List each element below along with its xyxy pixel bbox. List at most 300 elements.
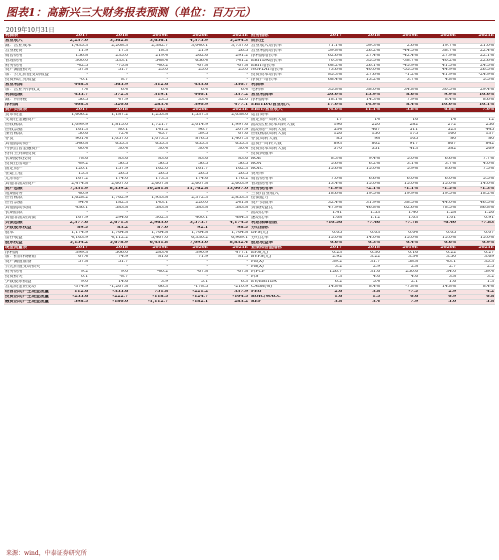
metric-label: BVPS(元) xyxy=(251,255,272,260)
value-cell: - xyxy=(246,152,248,157)
metric-cell xyxy=(382,39,418,43)
metric-cell xyxy=(420,196,456,200)
metric-cell: 6.6% xyxy=(368,176,380,181)
metric-cell: 15.0% xyxy=(442,181,456,186)
metric-cell xyxy=(382,226,418,230)
value-cell: - xyxy=(246,73,248,78)
metric-cell: 2.92 xyxy=(332,255,342,260)
metric-cell: 73.6% xyxy=(328,68,342,73)
value-cell: - xyxy=(206,152,208,157)
value-cell: 83.6 xyxy=(118,157,128,161)
value-cell: 57.8 xyxy=(78,68,88,73)
value-cell: 2,014.9 xyxy=(191,122,208,127)
row-label: 投资损失 xyxy=(5,275,23,280)
metric-cell: 9.4% xyxy=(368,157,380,161)
value-cell: 11,762.8 xyxy=(186,186,208,191)
metric-cell: 35.8% xyxy=(328,88,342,93)
value-cell: 8.7 xyxy=(121,78,128,83)
metric-cell: 5.5% xyxy=(482,176,494,181)
metric-cell: 2019E xyxy=(402,245,418,250)
metric-cell: 6.2 xyxy=(335,280,342,285)
value-cell: 162.0 xyxy=(155,166,168,171)
value-cell: 4,163.9 xyxy=(71,235,88,240)
metric-cell: 1.03 xyxy=(408,216,418,221)
value-cell: 23.5 xyxy=(158,97,168,102)
value-cell: 56.5 xyxy=(118,161,128,166)
value-cell: 520.6 xyxy=(114,102,128,107)
metric-cell: 7.0% xyxy=(482,107,494,112)
metric-label: EBIT/营业收入 xyxy=(251,107,283,112)
metric-cell: 0.05 xyxy=(446,230,456,235)
metric-label: DPS(元) xyxy=(251,230,269,235)
value-cell: -178.5 xyxy=(193,285,208,289)
metric-cell xyxy=(458,226,494,230)
metric-cell: 15.9% xyxy=(365,93,380,97)
metric-cell: 3.7% xyxy=(444,161,456,166)
value-cell: 506.0 xyxy=(115,250,128,255)
metric-cell: -45.9% xyxy=(402,63,418,68)
value-cell: 751.8 xyxy=(154,289,168,294)
metric-cell: 3.8 xyxy=(334,299,342,304)
value-cell: - xyxy=(166,73,168,78)
metric-label: PE(X) xyxy=(251,260,264,265)
metric-cell: 1.01 xyxy=(446,216,456,221)
metric-cell xyxy=(306,172,342,176)
row-label: 经营活动产生现金流量 xyxy=(5,289,49,294)
metric-cell: 38.0% xyxy=(366,88,380,93)
metric-cell xyxy=(420,113,456,117)
metric-label: CAGR(%) xyxy=(251,285,272,289)
metric-cell: 0.6 xyxy=(410,294,418,299)
metric-cell: 18.1% xyxy=(328,97,342,102)
metric-cell: -24.9% xyxy=(478,73,494,78)
metric-cell: 0.04 xyxy=(408,230,418,235)
value-cell: - xyxy=(126,191,128,196)
metric-label: 财务费用率 xyxy=(251,186,273,191)
value-cell: 2,671.3 xyxy=(109,221,128,225)
metric-label: PEG xyxy=(251,289,262,294)
value-cell: 390.9 xyxy=(194,102,208,107)
value-cell: 319.1 xyxy=(154,93,168,97)
value-cell: 5,467.0 xyxy=(151,235,168,240)
value-cell: 1,606.2 xyxy=(71,112,88,117)
metric-cell: 85 xyxy=(336,137,342,142)
value-cell: 655.3 xyxy=(195,142,208,147)
row-label: 投资性房地产 xyxy=(5,161,32,166)
value-cell: 1,764.8 xyxy=(151,230,168,235)
value-cell: - xyxy=(126,211,128,216)
value-cell: 1,764.8 xyxy=(191,230,208,235)
metric-cell: 78.5% xyxy=(442,206,456,211)
value-cell: 3.9 xyxy=(161,280,168,285)
value-cell: 30.4 xyxy=(158,147,168,152)
metric-cell: 2.5 xyxy=(487,265,494,270)
metric-cell: 18.6% xyxy=(328,191,342,196)
metric-cell: 534 xyxy=(333,127,342,132)
metric-cell: 62.6% xyxy=(328,53,342,58)
metric-cell: -7.8% xyxy=(405,285,418,289)
metric-cell: 0.27 xyxy=(484,250,494,255)
value-cell: 262.6 xyxy=(195,53,208,58)
value-cell: 26.5 xyxy=(198,171,208,176)
metric-cell xyxy=(420,39,456,43)
metric-cell xyxy=(306,83,342,87)
metric-cell: 2020E xyxy=(440,245,456,250)
value-cell: 3,562.8 xyxy=(109,38,128,43)
metric-cell: 44.9% xyxy=(442,68,456,73)
row-label: 少数股东损益 xyxy=(5,280,32,285)
value-cell: 30.4 xyxy=(118,147,128,152)
value-cell: 98.5 xyxy=(237,225,248,230)
metric-label: 分红指标 xyxy=(251,225,269,230)
row-label: 其他非流动资产 xyxy=(5,181,36,186)
metric-cell: 15.0% xyxy=(404,235,418,240)
metric-cell: 2020E xyxy=(440,34,456,38)
metric-cell: 8.6% xyxy=(406,93,418,97)
value-cell: 51.7 xyxy=(118,260,128,265)
metric-cell: 27.4% xyxy=(366,53,380,58)
value-cell: 9.0 xyxy=(81,280,88,285)
row-label: 可供出售金融资产 xyxy=(5,147,41,152)
metric-cell xyxy=(420,152,456,156)
value-cell: - xyxy=(206,211,208,216)
metric-cell xyxy=(382,83,418,87)
value-cell: 241.8 xyxy=(235,201,248,206)
metric-cell: 5.0% xyxy=(406,157,418,161)
metric-cell: 1.26 xyxy=(484,211,494,216)
metric-cell: 18.2% xyxy=(480,191,494,196)
metric-cell: 1.6 xyxy=(449,280,456,285)
value-cell: -67.8 xyxy=(236,63,248,68)
row-label: 应收票据 xyxy=(5,127,23,132)
value-cell: -8.7 xyxy=(119,275,128,280)
metric-cell: 3.50 xyxy=(446,255,456,260)
value-cell: - xyxy=(166,152,168,157)
value-cell: 530.7 xyxy=(234,83,248,88)
value-cell: 2,607.8 xyxy=(191,181,208,186)
value-cell: 2020E xyxy=(192,34,208,38)
title-rule xyxy=(4,20,495,21)
row-label: 应付帐款 xyxy=(5,196,23,201)
value-cell: 440.1 xyxy=(194,93,208,97)
metric-cell: 126.7 xyxy=(329,270,342,275)
metric-label: 营业利润率 xyxy=(251,93,273,97)
metric-cell: 802 xyxy=(371,142,380,147)
row-label: 管理费用 xyxy=(5,58,23,63)
value-cell: - xyxy=(86,211,88,216)
value-cell: -210.9 xyxy=(233,285,248,289)
value-cell: 2018 xyxy=(115,245,128,250)
value-cell: - xyxy=(166,117,168,122)
value-cell: 71.9 xyxy=(198,255,208,260)
metric-cell xyxy=(458,113,494,117)
value-cell: - xyxy=(206,265,208,270)
metric-cell xyxy=(458,83,494,87)
value-cell: 2017 xyxy=(75,245,88,250)
metric-cell: 3.22 xyxy=(370,255,380,260)
metric-label: 管理费用率 xyxy=(251,181,273,186)
value-cell: 2020E xyxy=(192,245,208,250)
row-label: 资产减值准备 xyxy=(5,260,32,265)
value-cell: 5,294.3 xyxy=(229,38,248,43)
metric-cell xyxy=(382,113,418,117)
value-cell: 390.9 xyxy=(195,250,208,255)
metric-label: 投资回报率 xyxy=(251,152,273,157)
value-cell: -40.2 xyxy=(156,63,168,68)
metric-cell: 3.69 xyxy=(484,255,494,260)
metric-cell: 40.2% xyxy=(442,58,456,63)
metric-cell: 6.0% xyxy=(444,176,456,181)
value-cell: 49.2 xyxy=(78,161,88,166)
value-cell: 2,603.9 xyxy=(231,181,248,186)
row-label: 净利润 xyxy=(5,102,19,107)
metric-cell: 19.7% xyxy=(442,43,456,48)
row-label: 应收帐款 xyxy=(5,122,23,127)
row-label: 加：营业外净收支 xyxy=(5,88,41,93)
value-cell: 143.1 xyxy=(155,201,168,206)
value-cell: 157.9 xyxy=(115,166,128,171)
metric-cell: 29.4% xyxy=(480,88,494,93)
value-cell: 2,208.3 xyxy=(111,43,128,48)
metric-cell: 2.9 xyxy=(448,289,456,294)
metric-label: ROIC/WACC xyxy=(251,294,281,299)
metric-cell xyxy=(306,152,342,156)
value-cell: 399.3 xyxy=(75,250,88,255)
metric-cell: 0.05 xyxy=(332,230,342,235)
value-cell: 6,330.2 xyxy=(191,235,208,240)
metric-cell: 22.6% xyxy=(480,58,494,63)
value-cell: 174.0 xyxy=(115,176,128,181)
metric-cell: -7.46 xyxy=(367,221,380,225)
metric-cell: 10.0% xyxy=(479,93,494,97)
value-cell: 8,832.4 xyxy=(229,240,248,245)
value-cell: - xyxy=(166,275,168,280)
value-cell: - xyxy=(206,275,208,280)
metric-cell: 9.9% xyxy=(444,93,456,97)
value-cell: 67.6 xyxy=(238,132,248,137)
metric-label: 流动资产周转天数 xyxy=(251,127,287,132)
value-cell: 56.5 xyxy=(78,97,88,102)
value-cell: -67.8 xyxy=(196,63,208,68)
metric-label: REP xyxy=(251,299,262,304)
row-label: 其他流动负债 xyxy=(5,206,32,211)
row-label: 其他流动资产 xyxy=(5,142,32,147)
metric-cell: 105 xyxy=(409,137,418,142)
value-cell: 1,933.8 xyxy=(151,196,168,201)
metric-label: EBITDA增长率 xyxy=(251,58,282,63)
metric-label: ROA xyxy=(251,161,262,166)
value-cell: - xyxy=(126,152,128,157)
metric-cell: 0.30 xyxy=(370,250,380,255)
metric-label: P/FCF xyxy=(251,270,265,275)
value-cell: -75.8 xyxy=(116,63,128,68)
metric-cell: 47.9% xyxy=(328,206,342,211)
value-cell: 15.3 xyxy=(78,171,88,176)
metric-cell: 21.0% xyxy=(480,43,494,48)
value-cell: - xyxy=(126,73,128,78)
metric-cell: 27.9% xyxy=(442,53,456,58)
value-cell: 83.6 xyxy=(158,157,168,161)
metric-cell xyxy=(344,152,380,156)
metric-cell: 1.6 xyxy=(334,294,342,299)
value-cell: 26.5 xyxy=(238,171,248,176)
metric-cell: 2.6 xyxy=(334,289,342,294)
metric-label: 资产负债率 xyxy=(251,201,273,206)
metric-cell xyxy=(420,172,456,176)
value-cell: 572.3 xyxy=(114,93,128,97)
value-cell: 302.3 xyxy=(155,216,168,221)
metric-cell: 160 xyxy=(447,132,456,137)
value-cell: 25.0 xyxy=(158,68,168,73)
value-cell: 7,095.0 xyxy=(189,240,208,245)
metric-cell: 14.9% xyxy=(365,102,380,107)
value-cell: 25.0 xyxy=(238,68,248,73)
row-label: 利润总额 xyxy=(5,93,23,97)
metric-cell: 2017 xyxy=(329,34,342,38)
figure-title: 图表1：高新兴三大财务报表预测（单位：百万元） xyxy=(6,6,256,19)
value-cell: -255.6 xyxy=(72,294,88,299)
value-cell: 47.9 xyxy=(118,97,128,102)
metric-label: ROE xyxy=(251,157,262,161)
metric-label: 净利润增长率 xyxy=(251,53,278,58)
value-cell: 1,253.8 xyxy=(151,112,168,117)
metric-label: ROIC xyxy=(251,166,263,171)
metric-label: EBITDA/营业收入 xyxy=(251,102,290,107)
value-cell: 83.2 xyxy=(117,225,128,230)
value-cell: 300.0 xyxy=(75,58,88,63)
value-cell: 477.1 xyxy=(235,250,248,255)
value-cell: 6,431.8 xyxy=(149,240,168,245)
value-cell: 5,678.9 xyxy=(109,240,128,245)
value-cell: 0.1 xyxy=(81,275,88,280)
metric-cell: 13.2% xyxy=(366,78,380,83)
value-cell: 3,040.1 xyxy=(191,43,208,48)
value-cell: 6.4 xyxy=(241,88,248,93)
row-label: 投资活动产生现金流量 xyxy=(5,294,49,299)
metric-cell: -7.83 xyxy=(481,221,494,225)
value-cell: - xyxy=(246,275,248,280)
value-cell: 94.4 xyxy=(78,201,88,206)
metric-cell: 1.5 xyxy=(372,294,380,299)
value-cell: 2,607.0 xyxy=(111,181,128,186)
value-cell: 656.4 xyxy=(195,58,208,63)
metric-label: 销售费用率 xyxy=(251,176,273,181)
metric-label: P/S xyxy=(251,275,259,280)
value-cell: 312.6 xyxy=(154,83,168,88)
metric-cell xyxy=(344,83,380,87)
metric-cell: -1.9% xyxy=(328,186,342,191)
metric-cell: 175 xyxy=(409,132,418,137)
value-cell: 78.6 xyxy=(78,157,88,161)
value-cell: 3,575.7 xyxy=(189,221,208,225)
metric-cell: 8.6% xyxy=(444,166,456,171)
metric-cell xyxy=(344,226,380,230)
metric-cell: 1.40 xyxy=(408,211,418,216)
value-cell: 26.5 xyxy=(238,48,248,53)
metric-cell: 2.6% xyxy=(406,43,418,48)
value-cell: 455.7 xyxy=(74,93,88,97)
value-cell: - xyxy=(246,191,248,196)
value-cell: -1,112.7 xyxy=(147,299,168,304)
metric-label: 偿债能力 xyxy=(251,196,269,201)
row-label: 股东权益 xyxy=(5,240,23,245)
metric-cell: 15.0% xyxy=(404,181,418,186)
value-cell: -40.2 xyxy=(156,270,168,275)
value-cell: 655.3 xyxy=(235,142,248,147)
value-cell: 3,737.0 xyxy=(231,43,248,48)
metric-cell: 1.53 xyxy=(370,211,380,216)
metric-cell: 0.91 xyxy=(484,216,494,221)
value-cell: 32.0 xyxy=(238,97,248,102)
metric-cell: 3.2 xyxy=(335,265,342,270)
metric-cell: -7.78 xyxy=(405,221,418,225)
metric-cell: 282 xyxy=(409,122,418,127)
value-cell: 6.4 xyxy=(121,88,128,93)
metric-cell: 80 xyxy=(488,137,494,142)
value-cell: -221.2 xyxy=(192,289,208,294)
value-cell: 40.9 xyxy=(78,191,88,196)
metric-cell: 59.4 xyxy=(484,270,494,275)
value-cell: 173.3 xyxy=(155,176,168,181)
metric-cell: 220 xyxy=(371,122,380,127)
value-cell: 433.6 xyxy=(194,83,208,88)
metric-cell: 16 xyxy=(412,117,418,122)
value-cell: 583.8 xyxy=(235,206,248,211)
metric-label: 净资产增长率 xyxy=(251,78,278,83)
metric-cell: -1.5% xyxy=(442,186,456,191)
metric-cell: 917 xyxy=(409,142,418,147)
metric-cell: 2021E xyxy=(478,34,494,38)
value-cell: -67.8 xyxy=(236,270,248,275)
metric-cell xyxy=(382,196,418,200)
metric-cell: 8.4% xyxy=(406,102,418,107)
value-cell: 2,237.0 xyxy=(69,38,88,43)
value-cell: 5.1 xyxy=(201,280,208,285)
value-cell: 167.9 xyxy=(75,216,88,221)
metric-cell: 5.6% xyxy=(330,161,342,166)
metric-cell: 71.1% xyxy=(328,43,342,48)
metric-cell: 3.2 xyxy=(487,275,494,280)
row-label: 货币资金 xyxy=(5,112,23,117)
metric-label: 运营效率 xyxy=(251,112,269,117)
value-cell: 283.4 xyxy=(155,250,168,255)
value-cell: 565.9 xyxy=(114,83,128,88)
metric-cell: -42.4% xyxy=(402,53,418,58)
metric-cell: 7.5% xyxy=(482,166,494,171)
value-cell: 1,815.0 xyxy=(111,122,128,127)
row-label: 资产减值损失 xyxy=(5,68,32,73)
value-cell: - xyxy=(166,260,168,265)
row-label: 长期借款 xyxy=(5,211,23,216)
value-cell: 14.6 xyxy=(118,280,128,285)
value-cell: 2021E xyxy=(232,34,248,38)
value-cell: 25.0 xyxy=(198,68,208,73)
value-cell: 87.0 xyxy=(157,225,168,230)
value-cell: 283.2 xyxy=(234,299,248,304)
metric-cell: -6.40 xyxy=(443,221,456,225)
value-cell: 2019E xyxy=(152,245,168,250)
metric-cell: -38.7% xyxy=(402,58,418,63)
metric-cell: 272 xyxy=(447,122,456,127)
row-label: 营业税费 xyxy=(5,48,23,53)
metric-cell: 1.41 xyxy=(332,211,342,216)
value-cell: 112.6 xyxy=(74,289,88,294)
metric-cell: 39.2 xyxy=(332,260,342,265)
metric-cell: 15.0% xyxy=(328,235,342,240)
metric-cell xyxy=(344,172,380,176)
metric-label: 投资资本增长率 xyxy=(251,73,282,78)
row-label: 短期债务 xyxy=(5,191,23,196)
